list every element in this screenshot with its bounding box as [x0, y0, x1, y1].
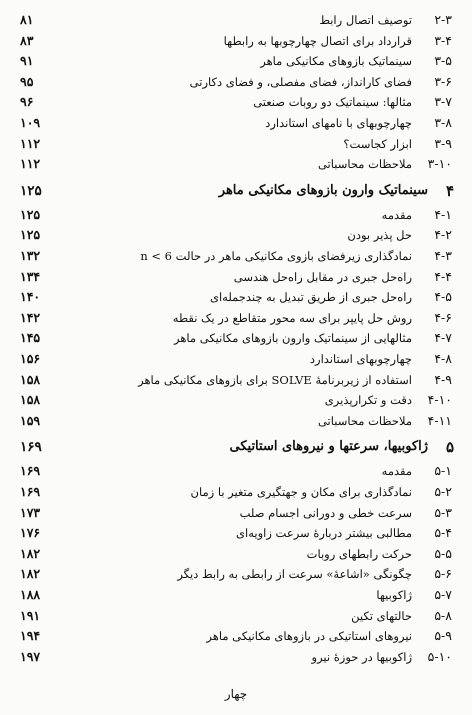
- toc-entry: [0, 225, 472, 245]
- section-title: راه‌حل جبری از طریق تبدیل به چندجمله‌ای: [209, 290, 412, 305]
- chapter-heading: [0, 437, 472, 457]
- section-number: ۵-۵: [434, 545, 452, 561]
- section-title: چهارچوبهای با نامهای استاندارد: [265, 116, 412, 130]
- toc-entry: [0, 390, 472, 410]
- section-title: ژاکوبیها: [376, 588, 412, 602]
- page-number: ۱۵۸: [20, 392, 41, 408]
- toc-entry: [0, 370, 472, 390]
- page-number: ۱۸۸: [20, 587, 41, 602]
- section-title: مثالهایی از سینماتیک وارون بازوهای مکانیکی ماهر: [174, 331, 412, 346]
- section-title: مثالها: سینماتیک دو روبات صنعتی: [253, 95, 412, 110]
- toc-entry: [0, 154, 472, 174]
- section-title: سینماتیک بازوهای مکانیکی ماهر: [260, 54, 412, 69]
- toc-entry: [0, 585, 472, 605]
- section-number: ۵-۹: [434, 628, 452, 644]
- section-number: ۴-۹: [434, 371, 452, 387]
- page-number: ۱۹۴: [20, 628, 41, 644]
- page-number: ۹۵: [20, 73, 34, 89]
- section-title: ملاحظات محاسباتی: [317, 413, 412, 428]
- page-number: ۱۴۲: [20, 309, 41, 325]
- page-number: ۱۹۱: [20, 607, 41, 623]
- page-number: ۱۷۶: [20, 525, 41, 541]
- section-number: ۴-۷: [434, 330, 452, 346]
- section-number: ۲-۳: [434, 12, 452, 27]
- section-title: مقدمه: [381, 207, 412, 222]
- page-number: ۱۵۶: [20, 351, 41, 366]
- toc-entry: [0, 267, 472, 287]
- section-title: استفاده از زیربرنامهٔ SOLVE برای بازوهای مکانیکی ماهر: [138, 372, 412, 387]
- section-title: دقت و تکرارپذیری: [324, 393, 412, 408]
- section-number: ۴-۶: [434, 309, 452, 325]
- section-number: ۴-۱: [434, 206, 452, 222]
- page-number: ۱۳۴: [20, 268, 41, 284]
- toc-entry: [0, 544, 472, 564]
- toc-entry: [0, 411, 472, 431]
- section-number: ۳-۹: [434, 135, 452, 151]
- toc-entry: [0, 308, 472, 328]
- page-number: ۱۲۵: [20, 182, 42, 199]
- page-number: ۱۹۷: [20, 648, 41, 664]
- chapter-title: ژاکوبیها، سرعتها و نیروهای استاتیکی: [229, 439, 428, 455]
- toc-entry: [0, 503, 472, 523]
- section-number: ۴-۴: [434, 268, 452, 284]
- section-number: ۵-۸: [434, 607, 452, 623]
- toc-entry: [0, 461, 472, 481]
- page-number: ۱۵۹: [20, 412, 41, 428]
- page-number: ۱۷۳: [20, 504, 41, 520]
- page-number: ۱۳۲: [20, 248, 41, 263]
- section-title: توصیف اتصال رابط: [319, 13, 412, 27]
- section-number: ۳-۵: [434, 53, 452, 69]
- section-number: ۳-۶: [434, 73, 452, 89]
- toc-entry: [0, 72, 472, 92]
- section-number: ۳-۱۰: [427, 156, 452, 172]
- toc-entry: [0, 31, 472, 51]
- section-number: ۴-۲: [434, 227, 452, 243]
- page-number: ۱۱۲: [20, 156, 41, 172]
- page-footer: چهار: [224, 687, 248, 701]
- section-title: چگونگی «اشاعهٔ» سرعت از رابطی به رابط دیگر: [177, 567, 412, 582]
- toc-entry: [0, 51, 472, 71]
- section-title: حل پذیر بودن: [347, 228, 412, 243]
- section-number: ۴-۵: [434, 289, 452, 305]
- section-title: مطالبی بیشتر دربارهٔ سرعت زاویه‌ای: [236, 526, 412, 541]
- page-number: ۱۲۵: [20, 227, 41, 243]
- section-title: سرعت خطی و دورانی اجسام صلب: [239, 505, 412, 520]
- section-number: ۳-۷: [434, 94, 452, 110]
- section-number: ۳-۸: [434, 115, 452, 130]
- toc-entry: [0, 564, 472, 584]
- section-title: نمادگذاری برای مکان و جهتگیری متغیر با زمان: [190, 485, 412, 499]
- chapter-heading: [0, 181, 472, 201]
- chapter-number: ۴: [445, 181, 454, 200]
- page-number: ۹۶: [20, 94, 34, 110]
- toc-entry: [0, 482, 472, 502]
- page-number: ۱۲۵: [20, 206, 41, 222]
- toc-entry: [0, 113, 472, 133]
- page-number: ۱۶۹: [20, 439, 42, 456]
- page-number: ۸۱: [20, 12, 34, 27]
- toc-entry: [0, 523, 472, 543]
- page-number: ۱۸۲: [20, 545, 41, 561]
- section-number: ۵-۳: [434, 504, 452, 520]
- section-number: ۵-۴: [434, 525, 452, 541]
- toc-entry: [0, 134, 472, 154]
- page-number: ۹۱: [20, 53, 34, 69]
- section-number: ۳-۴: [434, 32, 452, 48]
- toc-entry: [0, 328, 472, 348]
- section-title: ژاکوبیها در حوزهٔ نیرو: [311, 649, 412, 664]
- page-number: ۱۶۹: [20, 484, 41, 499]
- toc-entry: [0, 349, 472, 369]
- section-number: ۵-۱: [434, 463, 452, 479]
- toc-entry: [0, 10, 472, 30]
- section-title: ابزار کجاست؟: [343, 136, 412, 151]
- section-title: حرکت رابطهای روبات: [306, 546, 412, 561]
- section-title: راه‌حل جبری در مقابل راه‌حل هندسی: [233, 269, 412, 284]
- section-number: ۵-۲: [434, 484, 452, 499]
- section-number: ۵-۶: [434, 566, 452, 582]
- toc-entry: [0, 246, 472, 266]
- toc-entry: [0, 287, 472, 307]
- section-title: چهارچوبهای استاندارد: [309, 352, 412, 366]
- section-title: فضای کارانداز، فضای مفصلی، و فضای دکارتی: [189, 74, 412, 89]
- section-number: ۴-۸: [434, 351, 452, 366]
- section-number: ۴-۱۱: [427, 412, 452, 428]
- page-number: ۸۳: [20, 32, 34, 48]
- section-title: روش حل پایپر برای سه محور متقاطع در یک نقطه: [172, 310, 412, 325]
- page-number: ۱۸۲: [20, 566, 41, 582]
- section-title: مقدمه: [381, 464, 412, 479]
- section-title: نمادگذاری زیرفضای بازوی مکانیکی ماهر در حالت n < 6: [140, 249, 412, 263]
- toc-entry: [0, 606, 472, 626]
- page-number: ۱۴۰: [20, 289, 41, 305]
- section-title: ملاحظات محاسباتی: [317, 157, 412, 172]
- section-number: ۴-۱۰: [427, 392, 452, 408]
- page-number: ۱۴۵: [20, 330, 41, 346]
- section-number: ۵-۷: [434, 587, 452, 602]
- page-number: ۱۱۲: [20, 135, 41, 151]
- section-title: حالتهای تکین: [351, 608, 412, 623]
- chapter-number: ۵: [445, 438, 454, 457]
- toc-entry: [0, 647, 472, 667]
- toc-entry: [0, 205, 472, 225]
- section-number: ۴-۳: [434, 248, 452, 263]
- page-number: ۱۰۹: [20, 115, 41, 130]
- section-number: ۵-۱۰: [427, 648, 452, 664]
- toc-entry: [0, 92, 472, 112]
- section-title: قرارداد برای اتصال چهارچوبها به رابطها: [223, 33, 412, 48]
- page-number: ۱۵۸: [20, 371, 41, 387]
- toc-entry: [0, 626, 472, 646]
- chapter-title: سینماتیک وارون بازوهای مکانیکی ماهر: [218, 182, 428, 198]
- page-number: ۱۶۹: [20, 463, 41, 479]
- section-title: نیروهای استاتیکی در بازوهای مکانیکی ماهر: [206, 629, 412, 644]
